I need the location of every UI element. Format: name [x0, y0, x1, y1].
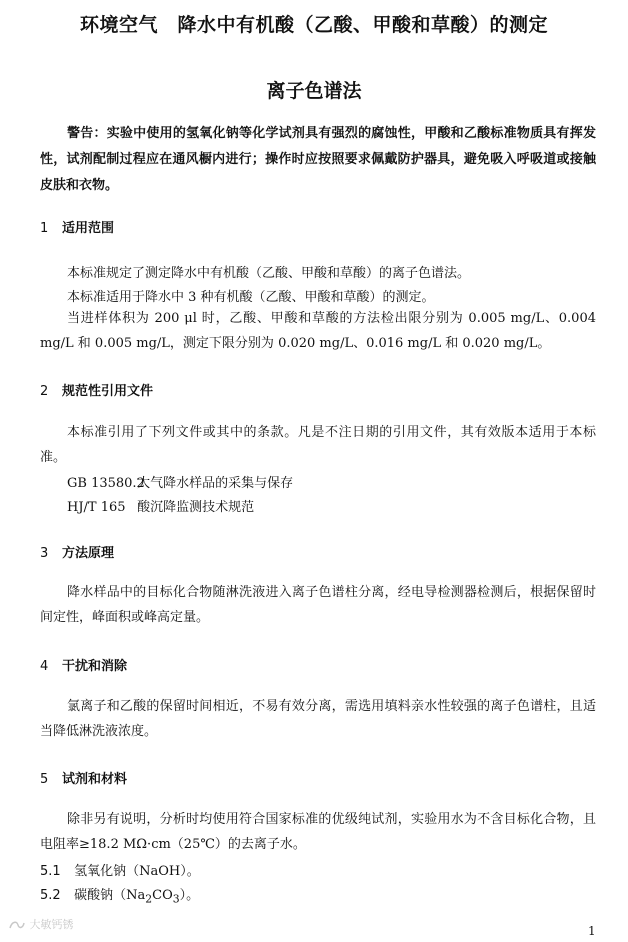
item-text [74, 888, 200, 906]
subscript: 2 [145, 892, 153, 906]
page-number: 1 [588, 924, 596, 938]
item-number: 5.1 [40, 864, 61, 879]
section-1-paragraph-2: 本标准适用于降水中 3 种有机酸（乙酸、甲酸和草酸）的测定。 [67, 290, 435, 305]
reference-item [67, 472, 293, 491]
subscript: 3 [172, 892, 180, 906]
watermark-text: 大敏钙锈 [29, 918, 74, 931]
document-subtitle: 离子色谱法 [266, 80, 362, 102]
section-title: 试剂和材料 [62, 772, 128, 787]
item-text-part: ）。 [179, 888, 200, 903]
section-number: 4 [40, 659, 49, 674]
item-text-part: CO [152, 888, 173, 903]
item-text: 氢氧化钠（NaOH）。 [74, 864, 200, 879]
watermark-logo-icon [8, 919, 26, 931]
reference-name: 大气降水样品的采集与保存 [137, 476, 294, 491]
section-title: 干扰和消除 [62, 659, 128, 674]
section-number: 5 [40, 772, 49, 787]
section-number: 3 [40, 546, 49, 561]
section-title: 方法原理 [62, 546, 115, 561]
section-2-paragraph-1: 本标准引用了下列文件或其中的条款。凡是不注日期的引用文件，其有效版本适用于本标准。 [40, 425, 596, 465]
reference-name: 酸沉降监测技术规范 [137, 500, 255, 515]
section-4-paragraph-1: 氯离子和乙酸的保留时间相近，不易有效分离，需选用填料亲水性较强的离子色谱柱，且适当降低淋洗液浓度。 [40, 699, 596, 739]
section-5-paragraph-1: 除非另有说明，分析时均使用符合国家标准的优级纯试剂，实验用水为不含目标化合物，且电阻率≥18.2 MΩ·cm（25℃）的去离子水。 [40, 812, 596, 852]
item-number: 5.2 [40, 888, 61, 903]
reference-code: GB 13580.2 [67, 476, 145, 491]
section-3-heading [40, 542, 114, 561]
section-title: 规范性引用文件 [62, 384, 154, 399]
reference-code: HJ/T 165 [67, 500, 126, 515]
section-2-heading [40, 380, 153, 399]
section-4-heading [40, 655, 127, 674]
section-1-paragraph-1: 本标准规定了测定降水中有机酸（乙酸、甲酸和草酸）的离子色谱法。 [67, 266, 471, 281]
section-number: 2 [40, 384, 49, 399]
document-title: 环境空气 降水中有机酸（乙酸、甲酸和草酸）的测定 [79, 14, 548, 36]
watermark [8, 916, 74, 932]
section-1-paragraph-3: 当进样体积为 200 μl 时，乙酸、甲酸和草酸的方法检出限分别为 0.005 mg/L、0.004 mg/L 和 0.005 mg/L，测定下限分别为 0.020 mg/L、0.016 mg/L 和 0.020 mg/L。 [40, 311, 596, 351]
reagent-item [40, 884, 199, 906]
section-3-paragraph-1: 降水样品中的目标化合物随淋洗液进入离子色谱柱分离，经电导检测器检测后，根据保留时间定性，峰面积或峰高定量。 [40, 585, 596, 625]
warning-paragraph: 警告：实验中使用的氢氧化钠等化学试剂具有强烈的腐蚀性，甲酸和乙酸标准物质具有挥发性，试剂配制过程应在通风橱内进行；操作时应按照要求佩戴防护器具，避免吸入呼吸道或接触皮肤和衣物。 [40, 126, 596, 193]
section-5-heading [40, 768, 127, 787]
section-number: 1 [40, 221, 49, 236]
reference-item [67, 496, 254, 515]
reagent-item [40, 860, 200, 879]
item-text-part: 碳酸钠（Na [74, 888, 146, 903]
section-title: 适用范围 [62, 221, 115, 236]
section-1-heading [40, 217, 114, 236]
